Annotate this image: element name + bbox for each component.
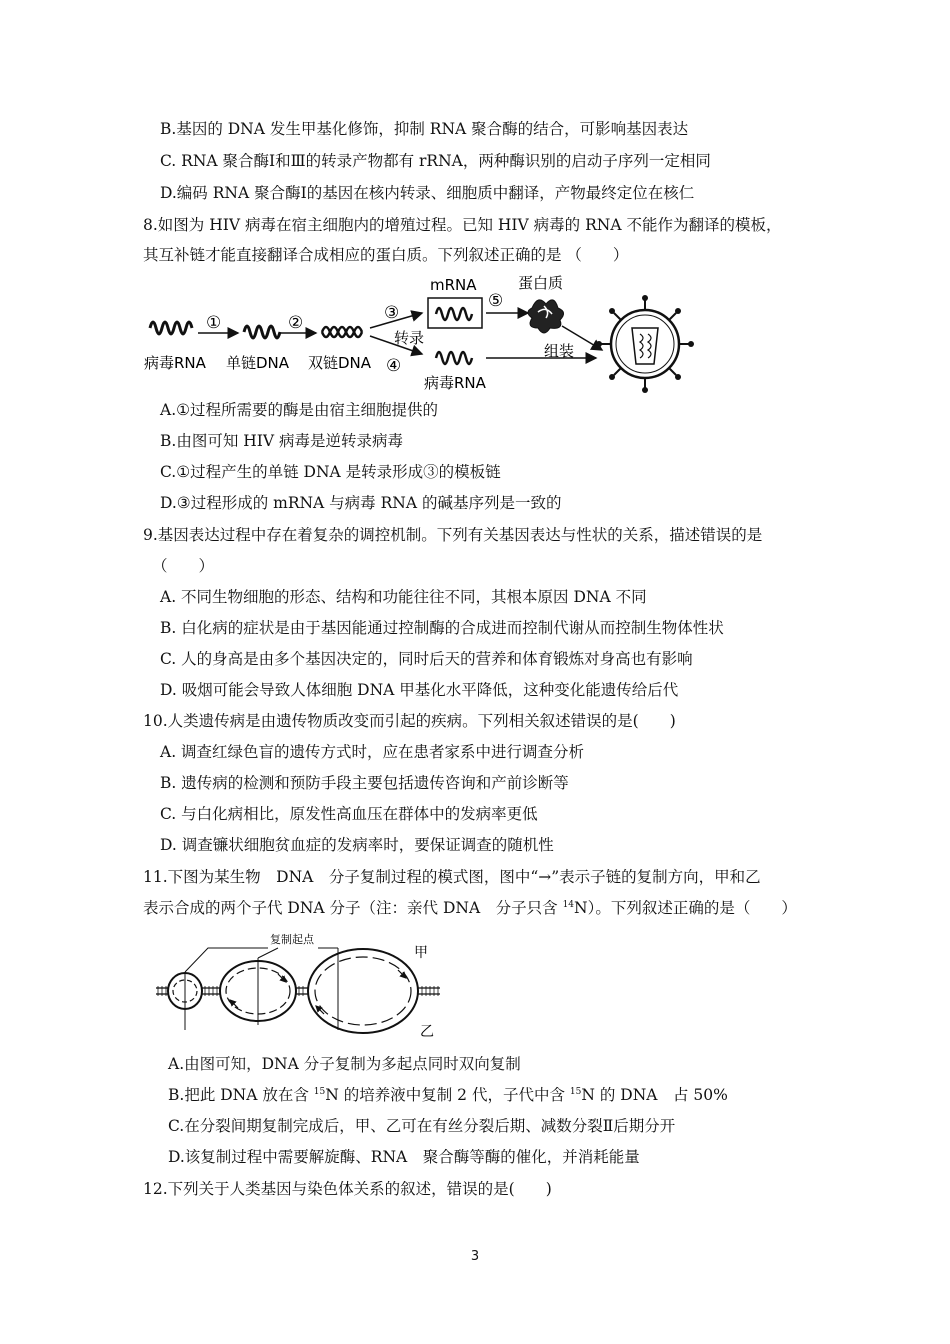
jia-label: 甲: [414, 945, 428, 961]
step-2-label: ②: [288, 313, 304, 333]
assembly-label: 组装: [544, 342, 575, 360]
virus-rna-label: 病毒RNA: [144, 354, 206, 372]
q8-stem-line1: 8.如图为 HIV 病毒在宿主细胞内的增殖过程。已知 HIV 病毒的 RNA 不能作为翻译的模板，: [143, 216, 782, 234]
q10-stem: 10.人类遗传病是由遗传物质改变而引起的疾病。下列相关叙述错误的是( ): [143, 712, 676, 730]
q7-option-c: C. RNA 聚合酶Ⅰ和Ⅲ的转录产物都有 rRNA，两种酶识别的启动子序列一定相同: [160, 152, 711, 170]
q8-option-c: C.①过程产生的单链 DNA 是转录形成③的模板链: [160, 463, 501, 481]
q12-stem: 12.下列关于人类基因与染色体关系的叙述，错误的是( ): [143, 1180, 552, 1198]
step-4-label: ④: [386, 356, 402, 376]
q10-option-a: A. 调查红绿色盲的遗传方式时，应在患者家系中进行调查分析: [160, 743, 585, 761]
q8-stem-line2: 其互补链才能直接翻译合成相应的蛋白质。下列叙述正确的是 （ ）: [143, 246, 629, 264]
virus-rna-2-label: 病毒RNA: [424, 374, 486, 392]
mrna-label: mRNA: [430, 276, 477, 294]
q11-option-c: C.在分裂间期复制完成后，甲、乙可在有丝分裂后期、减数分裂Ⅱ后期分开: [168, 1117, 676, 1135]
q10-option-d: D. 调查镰状细胞贫血症的发病率时，要保证调查的随机性: [160, 836, 554, 854]
q8-option-b: B.由图可知 HIV 病毒是逆转录病毒: [160, 432, 404, 450]
q7-option-b: B.基因的 DNA 发生甲基化修饰，抑制 RNA 聚合酶的结合，可影响基因表达: [160, 120, 689, 138]
q9-stem-line1: 9.基因表达过程中存在着复杂的调控机制。下列有关基因表达与性状的关系，描述错误的是: [143, 526, 763, 544]
q8-option-a: A.①过程所需要的酶是由宿主细胞提供的: [160, 401, 439, 419]
protein-label: 蛋白质: [518, 274, 564, 292]
q11-stem-line2: 表示合成的两个子代 DNA 分子（注：亲代 DNA 分子只含 $^{14}$N）。下列叙述正确的是（ ）: [143, 899, 797, 917]
q9-option-d: D. 吸烟可能会导致人体细胞 DNA 甲基化水平降低，这种变化能遗传给后代: [160, 681, 679, 699]
q11-stem-line1: 11.下图为某生物 DNA 分子复制过程的模式图，图中“→”表示子链的复制方向，甲和乙: [143, 868, 761, 886]
ds-dna-label: 双链DNA: [308, 354, 372, 372]
q9-stem-line2: （ ）: [152, 557, 215, 575]
q11-option-a: A.由图可知，DNA 分子复制为多起点同时双向复制: [168, 1055, 521, 1073]
q9-option-c: C. 人的身高是由多个基因决定的，同时后天的营养和体育锻炼对身高也有影响: [160, 650, 693, 668]
q10-option-b: B. 遗传病的检测和预防手段主要包括遗传咨询和产前诊断等: [160, 774, 569, 792]
virion-icon: [596, 295, 694, 393]
page-number: 3: [470, 1249, 480, 1264]
q11-option-d: D.该复制过程中需要解旋酶、RNA 聚合酶等酶的催化，并消耗能量: [168, 1148, 640, 1166]
q7-option-d: D.编码 RNA 聚合酶Ⅰ的基因在核内转录、细胞质中翻译，产物最终定位在核仁: [160, 184, 695, 202]
step-1-label: ①: [206, 313, 222, 333]
hiv-replication-diagram: [140, 268, 700, 398]
q10-option-c: C. 与白化病相比，原发性高血压在群体中的发病率更低: [160, 805, 538, 823]
transcription-label: 转录: [394, 329, 425, 347]
step-5-label: ⑤: [488, 291, 504, 311]
yi-label: 乙: [420, 1024, 434, 1040]
ss-dna-label: 单链DNA: [226, 354, 290, 372]
step-3-label: ③: [384, 303, 400, 323]
q11-option-b: B.把此 DNA 放在含 $^{15}$N 的培养液中复制 2 代，子代中含 $^{15}$N 的 DNA 占 50%: [168, 1086, 728, 1104]
q9-option-a: A. 不同生物细胞的形态、结构和功能往往不同，其根本原因 DNA 不同: [160, 588, 647, 606]
q9-option-b: B. 白化病的症状是由于基因能通过控制酶的合成进而控制代谢从而控制生物体性状: [160, 619, 724, 637]
q8-option-d: D.③过程形成的 mRNA 与病毒 RNA 的碱基序列是一致的: [160, 494, 562, 512]
origin-label: 复制起点: [270, 933, 314, 946]
dna-replication-diagram: [148, 930, 448, 1040]
